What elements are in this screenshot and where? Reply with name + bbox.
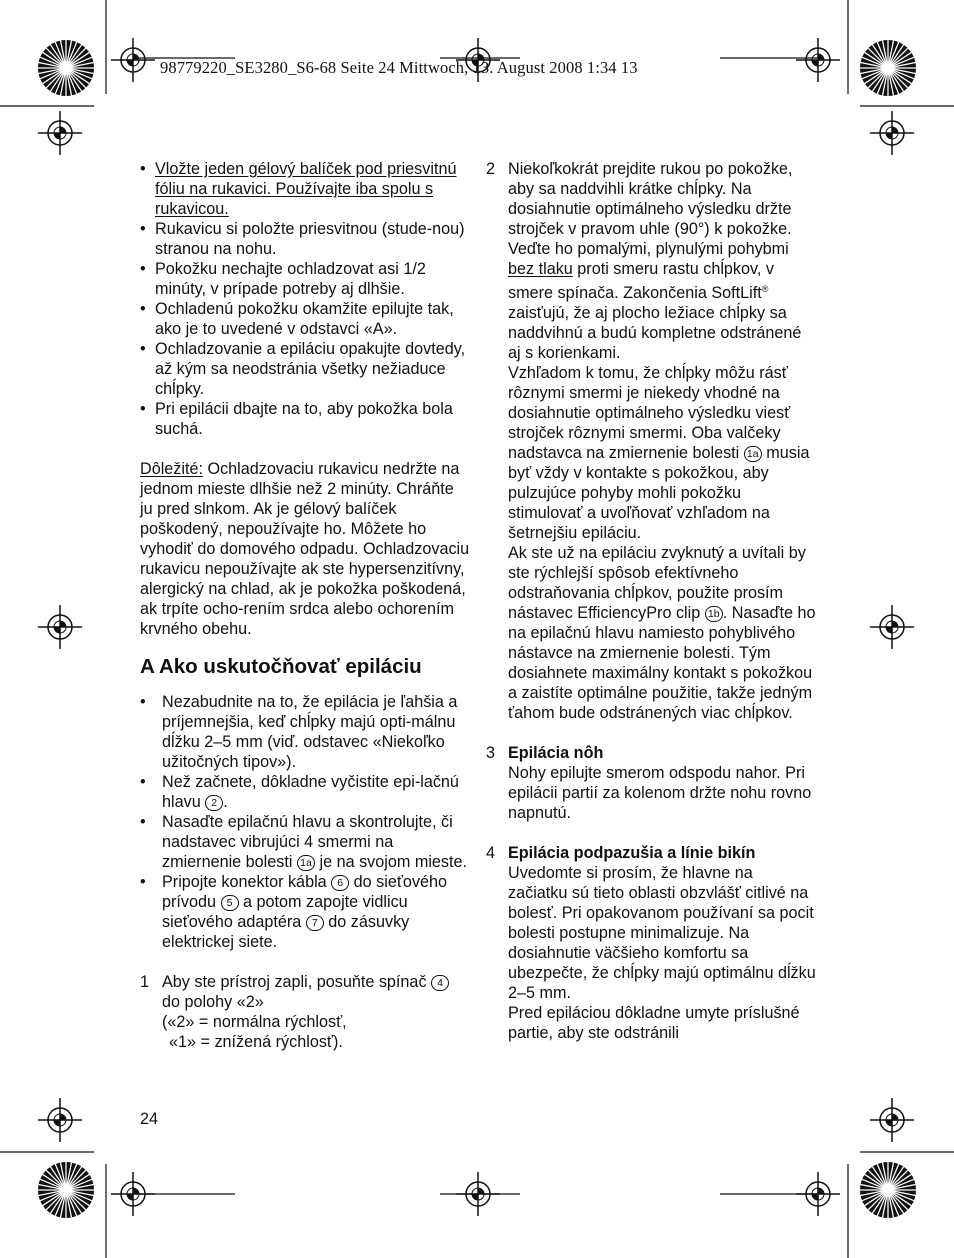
list-text: do zásuvky elektrickej siete. [162,913,410,951]
cooling-bullet-list [140,159,470,439]
page-number: 24 [140,1110,159,1128]
step-number: 1 [140,973,150,991]
print-header: 98779220_SE3280_S6-68 Seite 24 Mittwoch, 13. August 2008 1:34 13 [160,58,638,77]
step-text: («2» = normálna rýchlosť, [162,1013,347,1031]
ref-number: 5 [221,895,239,911]
list-item: • Ochladenú pokožku okamžite epilujte tak, ako je to uvedené v odstavci «A». [140,299,470,339]
step-text: «1» = znížená rýchlosť). [169,1033,343,1051]
list-text: . [223,793,228,811]
step-text: do polohy «2» [162,993,264,1011]
list-text: Pripojte konektor kábla [162,873,332,891]
step-text-part: Ak ste už na epiláciu zvyknutý a uvítali by ste rýchlejší spôsob efektívneho odstraňovania chĺpkov, použite prosím nástavec EfficiencyPro clip [508,544,806,622]
list-item [140,872,470,952]
left-column [140,159,470,1052]
step-text [508,363,816,543]
step-text: Aby ste prístroj zapli, posuňte spínač [162,973,432,991]
list-item: • Pri epilácii dbajte na to, aby pokožka bola suchá. [140,399,470,439]
step-number: 3 [486,744,496,762]
step-3 [486,743,816,823]
list-text: Nasaďte epilačnú hlavu a skontrolujte, či nadstavec vibrujúci 4 smermi na zmiernenie bolesti [162,813,453,871]
section-heading: A Ako uskutočňovať epiláciu [140,655,422,678]
list-item: • Ochladzovanie a epiláciu opakujte dovtedy, až kým sa neodstránia všetky nežiaduce chĺpky. [140,339,470,399]
underlined-instruction: Vložte jeden gélový balíček pod priesvitnú fóliu na rukavici. Používajte iba spolu s rukavicou. [155,160,457,218]
step-4 [486,843,816,1043]
ref-number: 1a [297,855,315,871]
list-item [140,159,470,219]
step-title: Epilácia podpazušia a línie bikín [508,844,756,862]
list-item: • Nezabudnite na to, že epilácia je ľahšia a príjemnejšia, keď chĺpky majú opti-málnu dĺžku 2–5 mm (viď. odstavec «Niekoľko užitočných tipov»). [140,692,470,772]
important-label: Dôležité: [140,460,203,478]
step-text-part: proti smeru rastu chĺpkov, v smere spínača. Zakončenia SoftLift [508,260,775,302]
list-item: • Rukavicu si položte priesvitnou (stude-nou) stranou na nohu. [140,219,470,259]
step-1 [140,972,470,1052]
ref-number: 2 [205,795,223,811]
list-text: je na svojom mieste. [314,853,468,871]
step-text: Nohy epilujte smerom odspodu nahor. Pri epilácii partií za kolenom držte nohu rovno napnutú. [508,764,812,822]
step-number: 4 [486,844,496,862]
step-text [508,159,816,363]
step-2 [486,159,816,723]
list-text: a potom zapojte vidlicu sieťového adaptéra [162,893,408,931]
right-column [486,159,816,1043]
step-text [508,543,816,723]
list-item [140,772,470,812]
step-number: 2 [486,160,496,178]
important-note [140,459,470,639]
step-text-part: Vzhľadom k tomu, že chĺpky môžu rásť rôznymi smermi je niekedy vhodné na dosiahnutie optimálneho výsledku viesť strojček rôznymi smermi. Oba valčeky nadstavca na zmiernenie bolesti [508,364,791,462]
step-text-part: . Nasaďte ho na epilačnú hlavu namiesto pohyblivého nástavce na zmiernenie bolesti. Tým dosiahnete maximálny kontakt s pokožkou a zaistíte optimálne použitie, takže jedným ťahom bude odstránených viac chĺpkov. [508,604,816,722]
step-text-part: musia byť vždy v kontakte s pokožkou, aby pulzujúce pohyby mohli pokožku stimulovať a uvoľňovať vzhľadom na šetrnejšiu epiláciu. [508,444,810,542]
important-text: Ochladzovaciu rukavicu nedržte na jednom mieste dlhšie než 2 minúty. Chráňte ju pred slnkom. Ak je gélový balíček poškodený, nepoužívajte ho. Môžete ho vyhodiť do domového odpadu. Ochladzovaciu rukavicu nepoužívajte ak ste hypersenzitívny, alergický na chlad, ak je pokožka poškodená, ak trpíte ocho-rením srdca alebo ochorením krvného obehu. [140,460,470,638]
list-text: do sieťového prívodu [162,873,448,911]
underlined-text: bez tlaku [508,260,573,278]
ref-number: 4 [431,975,449,991]
step-text: Uvedomte si prosím, že hlavne na začiatku sú tieto oblasti obzvlášť citlivé na bolesť. Pri opakovanom používaní sa pocit bolesti postupne minimalizuje. Na dosiahnutie väčšieho komfortu sa ubezpečte, že chĺpky majú optimálnu dĺžku 2–5 mm. [508,864,816,1002]
list-text: Než začnete, dôkladne vyčistite epi-lačnú hlavu [162,773,459,811]
epilation-bullet-list [140,692,470,952]
step-title: Epilácia nôh [508,744,604,762]
ref-number: 6 [331,875,349,891]
step-text: Pred epiláciou dôkladne umyte príslušné partie, aby ste odstránili [508,1004,800,1042]
ref-number: 1b [705,606,723,622]
registered-mark: ® [761,284,769,294]
ref-number: 1a [744,446,762,462]
list-item: • Pokožku nechajte ochladzovat asi 1/2 minúty, v prípade potreby aj dlhšie. [140,259,470,299]
step-text-part: Niekoľkokrát prejdite rukou po pokožke, aby sa naddvihli krátke chĺpky. Na dosiahnutie optimálneho výsledku držte strojček v pravom uhle (90°) k pokožke. Veďte ho pomalými, plynulými pohybmi [508,160,793,258]
step-text-part: zaisťujú, že aj plocho ležiace chĺpky sa naddvihnú a budú kompletne odstránené aj s korienkami. [508,304,802,362]
list-item [140,812,470,872]
ref-number: 7 [306,915,324,931]
